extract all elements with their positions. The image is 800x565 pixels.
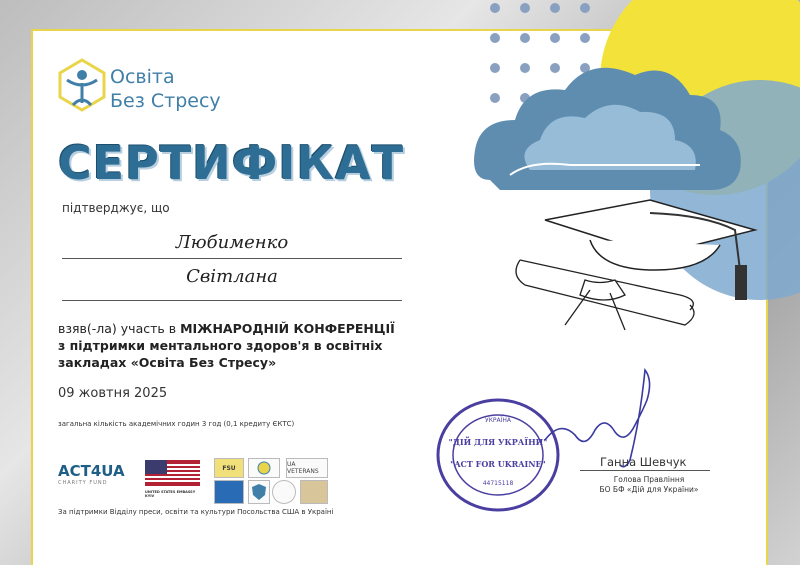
- logo-text: [110, 65, 221, 113]
- partner-badge-4: [214, 480, 244, 504]
- surname-underline: [62, 258, 402, 259]
- us-flag-icon: [145, 460, 200, 486]
- support-text: За підтримки Відділу преси, освіти та культури Посольства США в Україні: [58, 508, 334, 516]
- event-line2: з підтримки ментального здоров'я в освітніх: [58, 338, 383, 353]
- event-line3: закладах «Освіта Без Стресу»: [58, 355, 277, 370]
- signer-position-line2: БО БФ «Дій для України»: [599, 485, 699, 494]
- given-name-underline: [62, 300, 402, 301]
- stamp-inner2: "ACT FOR UKRAINE": [450, 459, 546, 469]
- us-embassy-logo: [145, 460, 200, 498]
- act4ua-name: ACT4UA: [58, 462, 125, 480]
- stamp-inner1: "ДІЙ ДЛЯ УКРАЇНИ": [448, 437, 548, 447]
- logo-line1: Освіта: [110, 66, 175, 88]
- partner-emblem-icon: [251, 461, 277, 475]
- signer-position-line1: Голова Правління: [613, 475, 685, 484]
- partner-badge-2: [248, 458, 280, 478]
- graduation-cap-icon: [505, 195, 770, 345]
- participation-prefix: взяв(-ла) участь в: [58, 321, 181, 336]
- ua-veterans-badge: UA VETERANS: [286, 458, 328, 478]
- event-date: 09 жовтня 2025: [58, 386, 168, 401]
- logo-icon: [55, 55, 110, 115]
- fsu-badge: FSU: [214, 458, 244, 478]
- stamp-top: УКРАЇНА: [484, 417, 512, 424]
- partner-badge-7: [300, 480, 328, 504]
- participation-text: [58, 320, 418, 371]
- shield-icon: [251, 483, 267, 501]
- partner-badge-5: [248, 480, 270, 504]
- signature-line: [580, 470, 710, 471]
- us-embassy-name: UNITED STATES EMBASSY KYIV: [145, 490, 196, 498]
- diploma-scroll-icon: [516, 260, 694, 330]
- event-line1: МІЖНАРОДНІЙ КОНФЕРЕНЦІЇ: [180, 321, 395, 336]
- stamp-code: 44715118: [482, 480, 514, 487]
- act4ua-sub: CHARITY FUND: [58, 480, 108, 486]
- signer-position: [589, 475, 709, 495]
- logo-line2: Без Стресу: [110, 90, 221, 112]
- certificate-title: СЕРТИФІКАТ: [58, 136, 405, 190]
- partner-badge-6: [272, 480, 296, 504]
- recipient-given-name: Світлана: [186, 266, 278, 287]
- hours-text: загальна кількість академічних годин 3 год (0,1 кредиту ЄКТС): [58, 420, 295, 428]
- confirm-text: підтверджує, що: [62, 201, 170, 215]
- recipient-surname: Любименко: [175, 232, 289, 253]
- act4ua-logo: [58, 462, 138, 486]
- signer-name: Ганна Шевчук: [600, 455, 687, 469]
